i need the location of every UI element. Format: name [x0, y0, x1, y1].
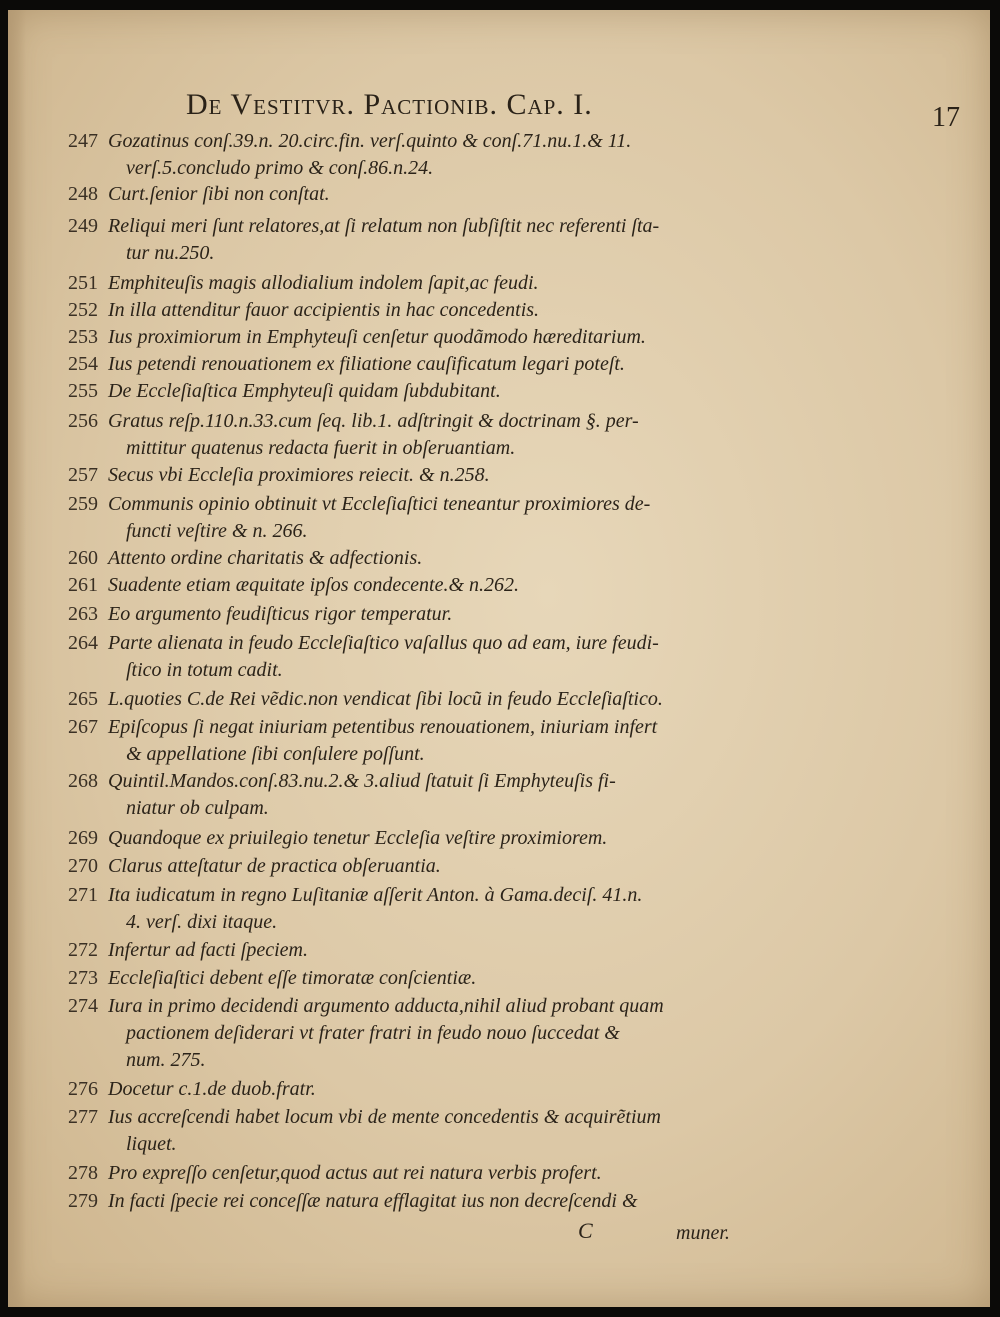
entry-number: 248 [68, 183, 98, 205]
entry-continuation: tur nu.250. [126, 242, 215, 264]
entry-text: Emphiteuſis magis allodialium indolem ſapit,ac feudi. [108, 272, 539, 294]
entry-text: Epiſcopus ſi negat iniuriam petentibus renouationem, iniuriam infert [108, 716, 658, 738]
entry-number: 254 [68, 353, 98, 375]
signature-mark: C [578, 1218, 593, 1243]
entry-number: 260 [68, 547, 98, 569]
entry-number: 256 [68, 410, 98, 432]
entry-number: 278 [68, 1162, 98, 1184]
entry-text: Curt.ſenior ſibi non conſtat. [108, 183, 330, 205]
index-entry [68, 686, 960, 713]
entry-continuation: pactionem deſiderari vt frater fratri in feudo nouo ſuccedat & [126, 1022, 620, 1044]
entry-number: 272 [68, 939, 98, 961]
entry-number: 253 [68, 326, 98, 348]
entry-text: Ita iudicatum in regno Luſitaniæ aſſerit Anton. à Gama.deciſ. 41.n. [108, 884, 643, 906]
index-entry [68, 965, 960, 992]
entry-number: 259 [68, 493, 98, 515]
index-entry [68, 1104, 960, 1158]
entry-number: 276 [68, 1078, 98, 1100]
entry-number: 268 [68, 770, 98, 792]
running-title: De Vestitvr. Pactionib. Cap. I. [186, 88, 593, 121]
entry-text: De Eccleſiaſtica Emphyteuſi quidam ſubdubitant. [108, 380, 501, 402]
entry-text: Eo argumento feudiſticus rigor temperatur. [108, 603, 453, 625]
entry-continuation: & appellatione ſibi conſulere poſſunt. [126, 743, 425, 765]
entry-text: Ius proximiorum in Emphyteuſi cenſetur quodãmodo hæreditarium. [108, 326, 646, 348]
index-entry [68, 714, 960, 768]
entry-text: In facti ſpecie rei conceſſæ natura efflagitat ius non decreſcendi & [108, 1190, 638, 1212]
index-entry [68, 853, 960, 880]
index-entry [68, 937, 960, 964]
entry-text: Docetur c.1.de duob.fratr. [108, 1078, 316, 1100]
entry-number: 249 [68, 215, 98, 237]
entry-number: 247 [68, 130, 98, 152]
index-entry [68, 993, 960, 1074]
index-entry [68, 768, 960, 822]
entry-number: 265 [68, 688, 98, 710]
entry-text: Attento ordine charitatis & adfectionis. [108, 547, 423, 569]
entry-number: 279 [68, 1190, 98, 1212]
entry-text: L.quoties C.de Rei vẽdic.non vendicat ſibi locũ in feudo Eccleſiaſtico. [108, 688, 663, 710]
entry-text: Ius petendi renouationem ex filiatione cauſificatum legari poteſt. [108, 353, 625, 375]
index-entry [68, 270, 960, 297]
entry-continuation: ſtico in totum cadit. [126, 659, 283, 681]
entry-text: Quandoque ex priuilegio tenetur Eccleſia veſtire proximiorem. [108, 827, 608, 849]
entry-number: 261 [68, 574, 98, 596]
entry-continuation: verſ.5.concludo primo & conſ.86.n.24. [126, 157, 434, 179]
entry-text: Infertur ad facti ſpeciem. [108, 939, 308, 961]
index-entry [68, 181, 960, 208]
index-entry [68, 408, 960, 462]
index-entry [68, 1188, 960, 1215]
entry-continuation: functi veſtire & n. 266. [126, 520, 308, 542]
index-entry [68, 351, 960, 378]
entry-number: 264 [68, 632, 98, 654]
entry-continuation: num. 275. [126, 1049, 206, 1071]
index-entry [68, 825, 960, 852]
index-entry [68, 462, 960, 489]
entry-number: 255 [68, 380, 98, 402]
entry-continuation: niatur ob culpam. [126, 797, 269, 819]
index-entry [68, 882, 960, 936]
entry-text: Iura in primo decidendi argumento adducta,nihil aliud probant quam [108, 995, 664, 1017]
entry-text: Pro expreſſo cenſetur,quod actus aut rei natura verbis profert. [108, 1162, 602, 1184]
entry-number: 277 [68, 1106, 98, 1128]
index-entry [68, 297, 960, 324]
entry-continuation: mittitur quatenus redacta fuerit in obſeruantiam. [126, 437, 516, 459]
entry-text: Suadente etiam æquitate ipſos condecente.& n.262. [108, 574, 520, 596]
entry-text: Gratus reſp.110.n.33.cum ſeq. lib.1. adſtringit & doctrinam §. per- [108, 410, 639, 432]
index-entry [68, 213, 960, 267]
index-entry [68, 378, 960, 405]
index-entry [68, 601, 960, 628]
index-entry [68, 572, 960, 599]
entry-text: Parte alienata in feudo Eccleſiaſtico vaſallus quo ad eam, iure feudi- [108, 632, 659, 654]
catchword: muner. [676, 1222, 730, 1244]
entry-number: 269 [68, 827, 98, 849]
entry-continuation: 4. verſ. dixi itaque. [126, 911, 278, 933]
entry-number: 251 [68, 272, 98, 294]
index-entry [68, 1160, 960, 1187]
index-entry [68, 128, 960, 182]
entry-text: Reliqui meri ſunt relatores,at ſi relatum non ſubſiſtit nec referenti ſta- [108, 215, 660, 237]
index-entry [68, 545, 960, 572]
index-entry [68, 324, 960, 351]
entry-text: Gozatinus conſ.39.n. 20.circ.fin. verſ.quinto & conſ.71.nu.1.& 11. [108, 130, 632, 152]
entry-text: Clarus atteſtatur de practica obſeruantia. [108, 855, 441, 877]
entry-text: Communis opinio obtinuit vt Eccleſiaſtici teneantur proximiores de- [108, 493, 651, 515]
entry-text: Secus vbi Eccleſia proximiores reiecit. & n.258. [108, 464, 490, 486]
entry-number: 271 [68, 884, 98, 906]
folio-number: 17 [932, 102, 960, 133]
page-gutter [8, 10, 26, 1307]
entry-number: 263 [68, 603, 98, 625]
entry-number: 267 [68, 716, 98, 738]
entry-continuation: liquet. [126, 1133, 177, 1155]
book-page [8, 10, 990, 1307]
entry-number: 252 [68, 299, 98, 321]
entry-text: Quintil.Mandos.conſ.83.nu.2.& 3.aliud ſtatuit ſi Emphyteuſis fi- [108, 770, 616, 792]
index-entry [68, 630, 960, 684]
entry-number: 273 [68, 967, 98, 989]
entry-text: In illa attenditur fauor accipientis in hac concedentis. [108, 299, 540, 321]
entry-text: Eccleſiaſtici debent eſſe timoratæ conſcientiæ. [108, 967, 477, 989]
entry-number: 257 [68, 464, 98, 486]
entry-text: Ius accreſcendi habet locum vbi de mente concedentis & acquirẽtium [108, 1106, 661, 1128]
entry-number: 274 [68, 995, 98, 1017]
index-entry [68, 491, 960, 545]
index-entry [68, 1076, 960, 1103]
entry-number: 270 [68, 855, 98, 877]
